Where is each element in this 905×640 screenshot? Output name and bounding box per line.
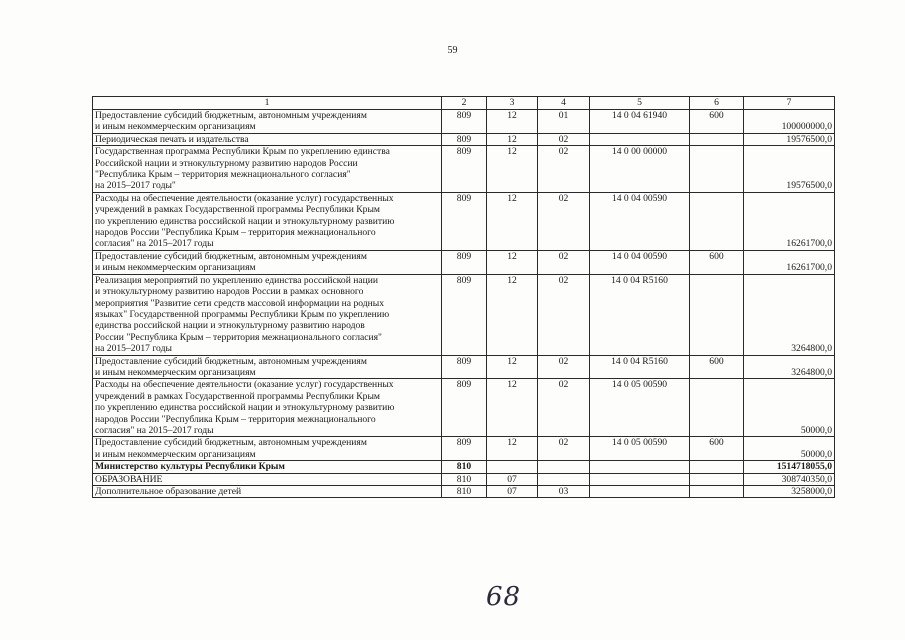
amount-cell: 100000000,0 [744,110,835,134]
target-article-code-cell [590,473,690,485]
target-article-code-cell: 14 0 04 R5160 [590,274,690,355]
subsection-code-cell: 02 [538,274,590,355]
target-article-code-cell: 14 0 00 00000 [590,146,690,193]
table-row [93,473,835,485]
amount-cell: 16261700,0 [744,250,835,274]
amount-cell: 1514718055,0 [744,461,835,473]
ministry-code-cell: 809 [442,379,487,437]
expense-type-code-cell [690,379,744,437]
target-article-code-cell: 14 0 04 00590 [590,192,690,250]
amount-cell: 3258000,0 [744,486,835,498]
item-name-cell: Дополнительное образование детей [93,486,442,498]
section-code-cell: 12 [487,379,538,437]
ministry-code-cell: 810 [442,473,487,485]
section-code-cell: 12 [487,437,538,461]
subsection-code-cell: 02 [538,355,590,379]
subsection-code-cell: 02 [538,146,590,193]
subsection-code-cell [538,461,590,473]
ministry-code-cell: 809 [442,192,487,250]
expense-type-code-cell: 600 [690,250,744,274]
expense-type-code-cell [690,146,744,193]
ministry-code-cell: 809 [442,133,487,145]
table-body [93,110,835,498]
section-code-cell [487,461,538,473]
target-article-code-cell: 14 0 04 R5160 [590,355,690,379]
target-article-code-cell: 14 0 05 00590 [590,437,690,461]
expense-type-code-cell [690,486,744,498]
amount-cell: 16261700,0 [744,192,835,250]
amount-cell: 50000,0 [744,379,835,437]
item-name-cell: Министерство культуры Республики Крым [93,461,442,473]
ministry-code-cell: 810 [442,486,487,498]
budget-table [92,96,835,498]
expense-type-code-cell [690,473,744,485]
target-article-code-cell [590,461,690,473]
item-name-cell: Предоставление субсидий бюджетным, автономным учреждениям и иным некоммерческим организациям [93,355,442,379]
table-row [93,250,835,274]
table-row [93,146,835,193]
item-name-cell: Предоставление субсидий бюджетным, автономным учреждениям и иным некоммерческим организациям [93,250,442,274]
header-cell: 1 [93,97,442,110]
item-name-cell: Расходы на обеспечение деятельности (оказание услуг) государственных учреждений в рамках Государственной программы Республики Крым по укреплению единства российской нации и этнокультурному развитию народов России "Республика Крым – территория межнационального согласия" на 2015–2017 годы [93,379,442,437]
item-name-cell: Периодическая печать и издательства [93,133,442,145]
page-number: 59 [447,45,458,56]
section-code-cell: 12 [487,133,538,145]
amount-cell: 308740350,0 [744,473,835,485]
item-name-cell: ОБРАЗОВАНИЕ [93,473,442,485]
handwritten-page-number: 68 [486,582,522,612]
section-code-cell: 12 [487,274,538,355]
table-row [93,192,835,250]
item-name-cell: Расходы на обеспечение деятельности (оказание услуг) государственных учреждений в рамках Государственной программы Республики Крым по укреплению единства российской нации и этнокультурному развитию народов России "Республика Крым – территория межнационального согласия" на 2015–2017 годы [93,192,442,250]
amount-cell: 3264800,0 [744,274,835,355]
item-name-cell: Предоставление субсидий бюджетным, автономным учреждениям и иным некоммерческим организациям [93,437,442,461]
table-row [93,133,835,145]
target-article-code-cell: 14 0 04 00590 [590,250,690,274]
table-row [93,355,835,379]
table-row [93,486,835,498]
subsection-code-cell: 02 [538,250,590,274]
ministry-code-cell: 809 [442,355,487,379]
item-name-cell: Реализация мероприятий по укреплению единства российской нации и этнокультурному развитию народов России в рамках основного мероприятия "Развитие сети средств массовой информации на родных языках" Государственной программы Республики Крым по укреплению единства российской нации и этнокультурному развитию народов России "Республика Крым – территория межнационального согласия" на 2015–2017 годы [93,274,442,355]
amount-cell: 19576500,0 [744,146,835,193]
table-row [93,437,835,461]
section-code-cell: 12 [487,110,538,134]
ministry-code-cell: 809 [442,274,487,355]
item-name-cell: Предоставление субсидий бюджетным, автономным учреждениям и иным некоммерческим организациям [93,110,442,134]
ministry-code-cell: 809 [442,437,487,461]
amount-cell: 50000,0 [744,437,835,461]
expense-type-code-cell [690,461,744,473]
expense-type-code-cell: 600 [690,437,744,461]
expense-type-code-cell [690,274,744,355]
section-code-cell: 12 [487,192,538,250]
ministry-code-cell: 809 [442,250,487,274]
section-code-cell: 07 [487,473,538,485]
target-article-code-cell [590,133,690,145]
header-cell: 4 [538,97,590,110]
header-cell: 3 [487,97,538,110]
subsection-code-cell: 02 [538,192,590,250]
target-article-code-cell [590,486,690,498]
amount-cell: 19576500,0 [744,133,835,145]
subsection-code-cell: 03 [538,486,590,498]
expense-type-code-cell [690,192,744,250]
header-cell: 5 [590,97,690,110]
table-row [93,379,835,437]
ministry-code-cell: 809 [442,146,487,193]
table-row [93,274,835,355]
amount-cell: 3264800,0 [744,355,835,379]
section-code-cell: 12 [487,355,538,379]
table-row [93,461,835,473]
item-name-cell: Государственная программа Республики Крым по укреплению единства Российской нации и этнокультурному развитию народов России "Республика Крым – территория межнационального согласия" на 2015–2017 годы" [93,146,442,193]
header-row [93,97,835,110]
header-cell: 2 [442,97,487,110]
table-row [93,110,835,134]
subsection-code-cell [538,473,590,485]
expense-type-code-cell [690,133,744,145]
expense-type-code-cell: 600 [690,355,744,379]
subsection-code-cell: 02 [538,133,590,145]
subsection-code-cell: 02 [538,379,590,437]
ministry-code-cell: 809 [442,110,487,134]
subsection-code-cell: 01 [538,110,590,134]
section-code-cell: 07 [487,486,538,498]
section-code-cell: 12 [487,250,538,274]
section-code-cell: 12 [487,146,538,193]
subsection-code-cell: 02 [538,437,590,461]
header-cell: 7 [744,97,835,110]
target-article-code-cell: 14 0 05 00590 [590,379,690,437]
header-cell: 6 [690,97,744,110]
ministry-code-cell: 810 [442,461,487,473]
expense-type-code-cell: 600 [690,110,744,134]
target-article-code-cell: 14 0 04 61940 [590,110,690,134]
